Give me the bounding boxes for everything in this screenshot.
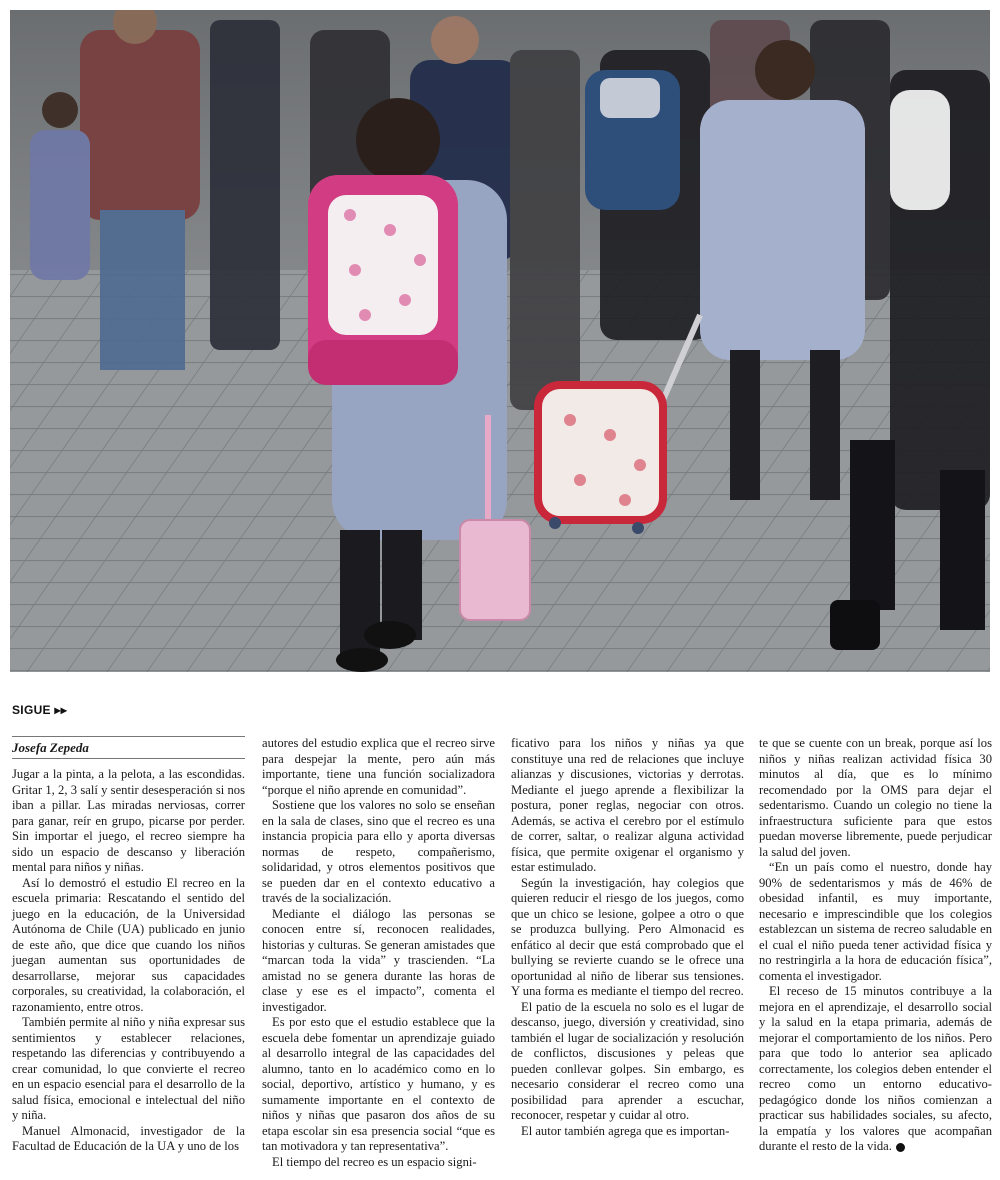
paragraph: Mediante el diálogo las personas se conocen entre sí, reconocen realidades, historias y culturas. Se generan amistades que “marcan toda la vida” y trascienden. “La amistad no se genera durante las horas de clase y ese es el impacto”, comenta el investigador.: [262, 906, 495, 1014]
article-column-2: [262, 736, 495, 1170]
paragraph: autores del estudio explica que el recreo sirve para despejar la mente, pero aún más importante, tiene una función socializadora “porque el niño aprende en comunidad”.: [262, 736, 495, 797]
article-column-1: [12, 736, 245, 1155]
author-byline: Josefa Zepeda: [12, 736, 245, 759]
paragraph: El patio de la escuela no solo es el lugar de descanso, juego, diversión y creatividad, sino también el lugar de socialización y resolución de conflictos, discusiones y peleas que pueden conllevar golpes. Sin embargo, es necesario considerar el recreo como una posibilidad para aprender a escuchar, reconocer, respetar y cuidar al otro.: [511, 999, 744, 1122]
article-column-3: [511, 736, 744, 1139]
article-column-4: [759, 736, 992, 1155]
paragraph: ficativo para los niños y niñas ya que constituye una red de relaciones que incluye alianzas y discusiones, victorias y derrotas. Mediante el juego aprende a flexibilizar la postura, poner reglas, negociar con otros. Además, se activa el cerebro por el estímulo de correr, saltar, o realizar alguna actividad física, que permite oxigenar el organismo y estar estimulado.: [511, 736, 744, 874]
paragraph: Así lo demostró el estudio El recreo en la escuela primaria: Rescatando el sentido del juego en la educación, de la Universidad Autónoma de Chile (UA) publicado en junio de este año, que dice que cuando los niños juegan aumentan sus oportunidades de desarrollarse, mejorar sus capacidades corporales, su creatividad, la colaboración, el razonamiento, entre otros.: [12, 875, 245, 1014]
paragraph: Sostiene que los valores no solo se enseñan en la sala de clases, sino que el recreo es una instancia propicia para ello y aporta diversas normas de respeto, compañerismo, solidaridad, y otros elementos positivos que se pueden dar en el contexto educativo a través de la socialización.: [262, 798, 495, 905]
paragraph: “En un país como el nuestro, donde hay 90% de sedentarismos y más de 46% de obesidad infantil, es muy importante, necesario e imprescindible que los colegios establezcan un sistema de recreo saludable en el cual el niño pueda tener actividad física y no restringirla a la hora de educación física”, comenta el investigador.: [759, 860, 992, 983]
paragraph: Manuel Almonacid, investigador de la Facultad de Educación de la UA y uno de los: [12, 1123, 245, 1153]
paragraph: Jugar a la pinta, a la pelota, a las escondidas. Gritar 1, 2, 3 salí y sentir desesperación si nos iban a pillar. Las miradas nerviosas, correr para ganar, reír en grupo, picarse por perder. Sin importar el juego, el recreo siempre ha sido un espacio de descanso y liberación mental para niños y niñas.: [12, 767, 245, 874]
paragraph: El tiempo del recreo es un espacio signi-: [272, 1154, 477, 1169]
paragraph: También permite al niño y niña expresar sus sentimientos y establecer relaciones, respetando las diferencias y contribuyendo a crear comunidad, lo que convierte el recreo en un espacio esencial para el desarrollo de la salud física, emocional e intelectual del niño y niña.: [12, 1015, 245, 1122]
paragraph-text: El receso de 15 minutos contribuye a la mejora en el aprendizaje, el desarrollo social y la salud en la etapa primaria, además de mejorar el comportamiento de los niños. Pero para que todo lo anterior sea aplicado correctamente, los colegios deben entender el recreo como un entorno educativo-pedagógico donde los niños comienzan a practicar sus habilidades sociales, su afecto, la empatía y los valores que acompañan durante el resto de la vida.: [759, 984, 992, 1153]
paragraph: [759, 984, 992, 1155]
paragraph: Es por esto que el estudio establece que la escuela debe fomentar un aprendizaje guiado al desarrollo integral de las capacidades del alumno, tanto en lo académico como en lo social, deportivo, artístico y humano, y es sumamente importante en el contexto de niños y niñas que pasaron dos años de su etapa escolar sin esa presencia social “que es tan motivadora y tan representativa”.: [262, 1015, 495, 1153]
paragraph: te que se cuente con un break, porque así los niños y niñas realizan actividad física 30 minutos al día, que es lo mínimo recomendado por la OMS para dejar el sedentarismo. Cuando un colegio no tiene la infraestructura suficiente para que estos puedan moverse libremente, puede perjudicar la salud del joven.: [759, 736, 992, 859]
end-mark-icon: [896, 1143, 905, 1152]
paragraph: Según la investigación, hay colegios que quieren reducir el riesgo de los juegos, como que un chico se lesione, golpee a otro o que se produzca bullying. Pero Almonacid es enfático al decir que está comprobado que el bullying se revierte cuando se le ofrece una oportunidad al niño de liberar sus tensiones. Y una forma es mediante el tiempo del recreo.: [511, 875, 744, 998]
continue-label: SIGUE ▸▸: [12, 703, 68, 717]
article-photo: [10, 10, 990, 672]
paragraph: El autor también agrega que es importan-: [521, 1123, 730, 1138]
